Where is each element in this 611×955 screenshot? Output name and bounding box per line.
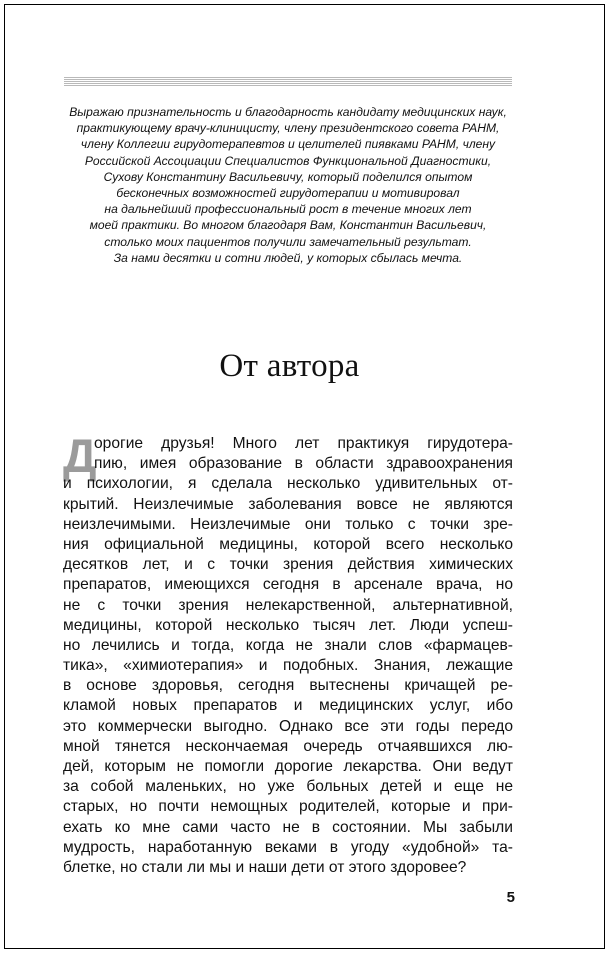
- body-line: неизлечимыми. Неизлечимые они только с точки зре-: [63, 515, 513, 533]
- body-line: мной тянется нескончаемая очередь отчаявшихся лю-: [63, 737, 513, 755]
- body-line: за собой маленьких, но уже больных детей и еще не: [63, 778, 513, 796]
- body-line: пию, имея образование в области здравоохранения: [94, 455, 513, 473]
- body-line: дей, которым не помогли дорогие лекарства. Они ведут: [63, 758, 513, 775]
- dedication-line: практикующему врачу-клиницисту, члену президентского совета РАНМ,: [76, 121, 500, 136]
- dedication-line: бесконечных возможностей гирудотерапии и мотивировал: [116, 186, 460, 201]
- body-line: тика», «химиотерапия» и подобных. Знания, лежащие: [63, 657, 513, 675]
- page-number: 5: [506, 889, 515, 906]
- body-line: это коммерчески выгодно. Однако все эти годы передо: [63, 717, 513, 735]
- dedication-line: Российской Ассоциации Специалистов Функциональной Диагностики,: [84, 153, 492, 168]
- dedication-line: Сухову Константину Васильевичу, который поделился опытом: [103, 169, 473, 184]
- body-line: старых, но почти немощных родителей, которые и при-: [63, 798, 513, 816]
- body-line: препаратов, имеющихся сегодня в арсенале врача, но: [63, 576, 513, 594]
- body-line: ния официальной медицины, которой всего несколько: [63, 535, 513, 553]
- body-line: и психологии, я сделала несколько удивительных от-: [63, 475, 513, 493]
- dedication-line: За нами десятки и сотни людей, у которых сбылась мечта.: [113, 250, 463, 265]
- body-line: кламой новых препаратов и медицинских услуг, ибо: [63, 697, 513, 715]
- body-line: блетке, но стали ли мы и наши дети от этого здоровее?: [63, 858, 467, 876]
- body-line: но лечились и тогда, когда не знали слов «фармацев-: [63, 636, 513, 654]
- dedication-line: столько моих пациентов получили замечательный результат.: [104, 234, 472, 249]
- dedication-line: моей практики. Во многом благодаря Вам, Константин Васильевич,: [89, 218, 487, 233]
- body-line: медицины, которой несколько тысяч лет. Люди успеш-: [63, 616, 513, 634]
- body-line: ехать ко мне сами часто не в состоянии. Мы забыли: [63, 818, 513, 836]
- dedication-line: Выражаю признательность и благодарность кандидату медицинских наук,: [69, 105, 507, 119]
- body-line: орогие друзья! Много лет практикуя гирудотера-: [94, 435, 513, 452]
- body-line: мудрость, наработанную веками в угоду «удобной» та-: [63, 838, 513, 856]
- body-line: десятков лет, и с точки зрения действия химических: [63, 556, 513, 574]
- decorative-rule: [64, 77, 512, 87]
- dedication: [58, 104, 518, 266]
- body-line: крытий. Неизлечимые заболевания вовсе не являются: [63, 495, 513, 513]
- dedication-line: на дальнейший профессиональный рост в течение многих лет: [104, 202, 472, 217]
- body-line: в основе здоровья, сегодня вытеснены кричащей ре-: [63, 677, 513, 695]
- body-line: не с точки зрения нелекарственной, альтернативной,: [63, 596, 513, 614]
- chapter-title: От автора: [219, 348, 360, 384]
- dedication-line: члену Коллегии гирудотерапевтов и целителей пиявками РАНМ, члену: [80, 137, 496, 152]
- body-text: [63, 429, 513, 878]
- drop-cap: Д: [63, 429, 97, 482]
